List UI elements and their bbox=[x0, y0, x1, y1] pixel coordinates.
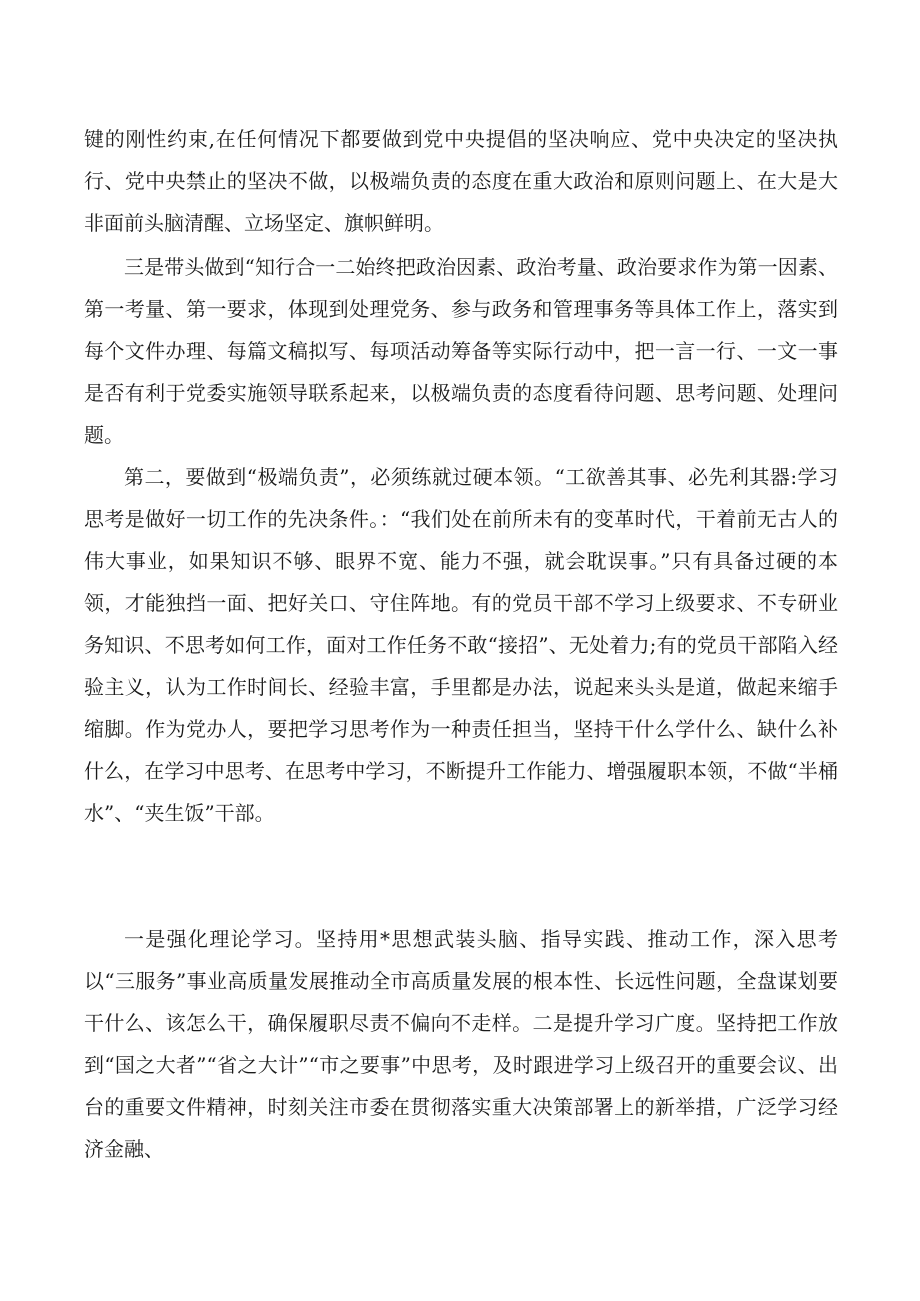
paragraph-second-requirement bbox=[84, 456, 838, 834]
paragraph-3-text: 第二，要做到“极端负责”，必须练就过硬本领。“工欲善其事、必先利其器:学习思考是做好一切工作的先决条件。：“我们处在前所未有的变革时代，干着前无古人的伟大事业，如果知识不够、眼界不宽、能力不强，就会耽误事。”只有具备过硬的本领，才能独挡一面、把好关口、守住阵地。有的党员干部不学习上级要求、不专研业务知识、不思考如何工作，面对工作任务不敢“接招”、无处着力;有的党员干部陷入经验主义，认为工作时间长、经验丰富，手里都是办法，说起来头头是道，做起来缩手缩脚。作为党办人，要把学习思考作为一种责任担当，坚持干什么学什么、缺什么补什么，在学习中思考、在思考中学习，不断提升工作能力、增强履职本领，不做“半桶水”、“夹生饭”干部。 bbox=[84, 465, 838, 825]
paragraph-study-measures bbox=[84, 918, 838, 1170]
paragraph-continuation bbox=[84, 118, 838, 244]
paragraph-4-text: 一是强化理论学习。坚持用*思想武装头脑、指导实践、推动工作，深入思考以“三服务”事业高质量发展推动全市高质量发展的根本性、长远性问题，全盘谋划要干什么、该怎么干，确保履职尽责不偏向不走样。二是提升学习广度。坚持把工作放到“国之大者”“省之大计”“市之要事”中思考，及时跟进学习上级召开的重要会议、出台的重要文件精神，时刻关注市委在贯彻落实重大决策部署上的新举措，广泛学习经济金融、 bbox=[84, 927, 838, 1161]
paragraph-third-point bbox=[84, 246, 838, 456]
paragraph-2-text: 三是带头做到“知行合一二始终把政治因素、政治考量、政治要求作为第一因素、第一考量、第一要求，体现到处理党务、参与政务和管理事务等具体工作上，落实到每个文件办理、每篇文稿拟写、每项活动筹备等实际行动中，把一言一行、一文一事是否有利于党委实施领导联系起来，以极端负责的态度看待问题、思考问题、处理问题。 bbox=[84, 255, 838, 447]
paragraph-1-text: 键的刚性约束,在任何情况下都要做到党中央提倡的坚决响应、党中央决定的坚决执行、党中央禁止的坚决不做，以极端负责的态度在重大政治和原则问题上、在大是大非面前头脑清醒、立场坚定、旗帜鲜明。 bbox=[84, 127, 838, 235]
